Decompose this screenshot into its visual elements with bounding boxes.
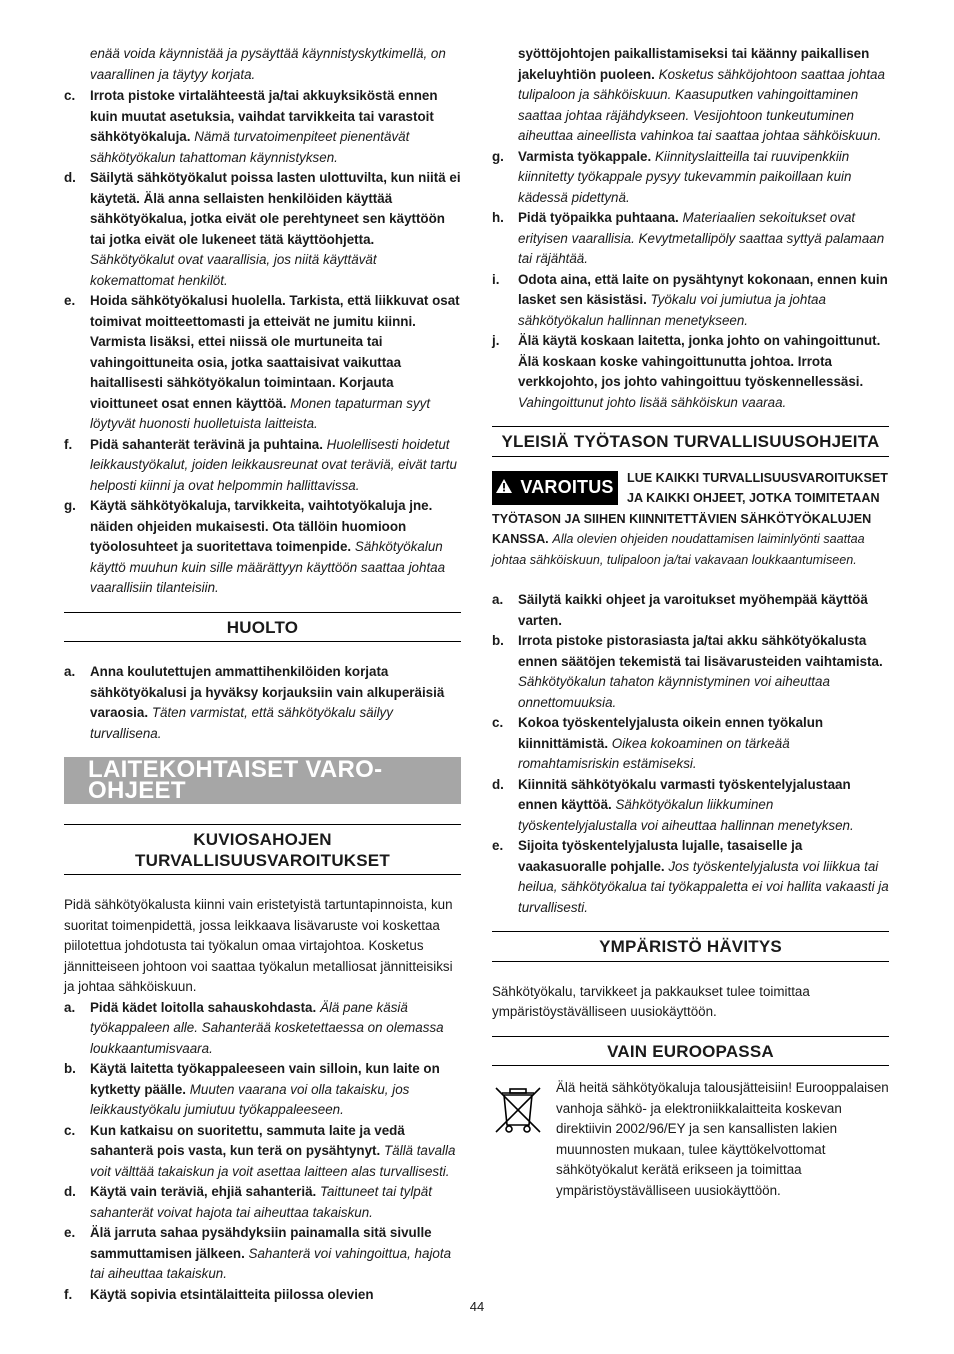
europe-block <box>492 1078 889 1201</box>
saw-intro: Pidä sähkötyökalusta kiinni vain eristetyistä tartuntapinnoista, kun suoritat toimenpidettä, jossa leikkaava lisävaruste voi koskettaa piilotettua johdotusta tai työkalun omaa virtajohtoa. Kosketus jännitteiseen johtoon voi saattaa työkalun metalliosat jännitteisiksi ja johtaa sähköiskuun. <box>64 897 453 994</box>
warning-italic-text: Alla olevien ohjeiden noudattamisen laiminlyönti saattaa johtaa sähköiskuun, tulipaloon ja/tai vakavaan loukkaantumiseen. <box>492 532 865 567</box>
environment-heading: YMPÄRISTÖ HÄVITYS <box>492 931 889 962</box>
europe-heading: VAIN EUROOPASSA <box>492 1036 889 1067</box>
workbench-item-e: e. Sijoita työskentelyjalusta lujalle, tasaiselle ja vaakasuoralle pohjalle. Jos työskentelyjalusta voi liikkua tai heilua, sähkötyökalua tai työkappaletta ei voi hallita vakaasti ja turvallisesti. <box>492 838 889 915</box>
list-item-d: d. Säilytä sähkötyökalut poissa lasten ulottuvilta, kun niitä ei käytetä. Älä anna sellaisten henkilöiden käyttää sähkötyökalua, jotka eivät ole perehtyneet sen käyttöön tai jotka eivät ole lukeneet tätä käyttöohjetta. Sähkötyökalut ovat vaarallisia, jos niitä käyttävät kokemattomat henkilöt. <box>64 170 461 288</box>
continued-italic: enää voida käynnistää ja pysäyttää käynnistyskytkimellä, on vaarallinen ja täytyy korjata. <box>90 46 446 82</box>
saw-item-d: d. Käytä vain teräviä, ehjiä sahanteriä. Taittuneet tai tylpät sahanterät voivat hajota tai aiheuttaa takaiskun. <box>64 1184 432 1220</box>
europe-text: Älä heitä sähkötyökaluja talousjätteisiin! Eurooppalaisen vanhoja sähkö- ja elektroniikkalaitteita koskevan direktiivin 2002/96/EY ja sen kansallisten lakien muunnosten mukaan, tulee käyttökelvottomat sähkötyökalut kerätä erikseen ja toimittaa ympäristöystävälliseen uusiokäyttöön. <box>556 1080 889 1198</box>
right-column <box>492 44 889 1201</box>
warning-badge-label: VAROITUS <box>520 477 614 498</box>
warning-block <box>492 468 889 571</box>
workbench-heading: YLEISIÄ TYÖTASON TURVALLISUUSOHJEITA <box>492 426 889 457</box>
huolto-heading: HUOLTO <box>64 612 461 643</box>
continued-paragraph <box>64 44 461 85</box>
saw-item-b: b. Käytä laitetta työkappaleeseen vain silloin, kun laite on kytketty päälle. Muuten vaarana voi olla takaisku, jos leikkaustyökalu jumiutuu työkappaleeseen. <box>64 1061 440 1117</box>
workbench-item-c: c. Kokoa työskentelyjalusta oikein ennen työkalun kiinnittämistä. Oikea kokoaminen on tärkeää romahtamisriskin estämiseksi. <box>492 715 824 771</box>
workbench-item-a: a. Säilytä kaikki ohjeet ja varoitukset myöhempää käyttöä varten. <box>492 592 868 628</box>
list-item-h: h. Pidä työpaikka puhtaana. Materiaalien sekoitukset ovat erityisen vaarallisia. Kevytmetallipöly saattaa syttyä palamaan tai räjähtää. <box>492 210 885 266</box>
continued-item-f: syöttöjohtojen paikallistamiseksi tai käänny paikallisen jakeluyhtiön puoleen. Kosketus sähköjohtoon saattaa johtaa tulipaloon ja sähköiskuun. Kaasuputken vahingoittaminen saattaa johtaa räjähdykseen. Vesijohtoon tunkeutuminen aiheuttaa aineellista vahinkoa tai saattaa johtaa sähköiskuun. <box>518 46 885 143</box>
saw-safety-heading: KUVIOSAHOJEN TURVALLISUUSVAROITUKSET <box>64 824 461 875</box>
warning-badge <box>492 471 618 505</box>
list-item-e: e. Hoida sähkötyökalusi huolella. Tarkista, että liikkuvat osat toimivat moitteettomasti ja etteivät ne jumitu kiinni. Varmista lisäksi, ettei niissä ole murtuneita tai vahingoittuneita osia, jotka saattaisivat vaikuttaa haitallisesti sähkötyökalun toimintaan. Korjauta vioittuneet osat ennen käyttöä. Monen tapaturman syyt löytyvät huonosti huolletuista laitteista. <box>64 293 460 431</box>
huolto-item-a: a. Anna koulutettujen ammattihenkilöiden korjata sähkötyökalusi ja hyväksy korjauksiin vain alkuperäisiä varaosia. Täten varmistat, että sähkötyökalu säilyy turvallisena. <box>64 664 445 741</box>
device-specific-heading: LAITEKOHTAISET VARO-OHJEET <box>64 757 461 804</box>
saw-item-f: f. Käytä sopivia etsintälaitteita piilossa olevien <box>64 1286 374 1302</box>
environment-text: Sähkötyökalu, tarvikkeet ja pakkaukset tulee toimittaa ympäristöystävälliseen uusiokäyttöön. <box>492 983 810 1019</box>
warning-bold-text: LUE KAIKKI TURVALLISUUSVAROITUKSET JA KAIKKI OHJEET, JOTKA TOIMITETAAN TYÖTASON JA SIIHEN KIINNITETTÄVIEN SÄHKÖTYÖKALUJEN KANSSA. <box>492 470 888 546</box>
list-item-g: g. Varmista työkappale. Kiinnityslaitteilla tai ruuvipenkkiin kiinnitetty työkappale pysyy tukevammin paikoillaan kuin kädessä pidettynä. <box>492 148 852 205</box>
crossed-out-wheelie-bin-icon <box>492 1084 544 1136</box>
list-item-g: g. Käytä sähkötyökaluja, tarvikkeita, vaihtotyökaluja jne. näiden ohjeiden mukaisesti. Ota tällöin huomioon työolosuhteet ja suoritettava toimenpide. Sähkötyökalun käyttö muuhun kuin sille määrättyyn käyttöön saattaa johtaa vaarallisiin tilanteisiin. <box>64 498 446 595</box>
list-item-c: c. Irrota pistoke virtalähteestä ja/tai akkuyksiköstä ennen kuin muutat asetuksia, vaihdat tarvikkeita tai varastoit sähkötyökaluja. Nämä turvatoimenpiteet pienentävät sähkötyökalun tahattoman käynnistyksen. <box>64 88 438 165</box>
list-item-j: j. Älä käytä koskaan laitetta, jonka johto on vahingoittunut. Älä koskaan koske vahingoittunutta johtoa. Irrota verkkojohto, jos johto vahingoittuu työskennellessäsi. Vahingoittunut johto lisää sähköiskun vaaraa. <box>492 333 881 410</box>
saw-item-e: e. Älä jarruta sahaa pysähdyksiin painamalla sitä sivulle sammuttamisen jälkeen. Sahanterä voi vahingoittua, hajota tai aiheuttaa takaiskun. <box>64 1225 452 1281</box>
saw-item-a: a. Pidä kädet loitolla sahauskohdasta. Älä pane käsiä työkappaleen alle. Sahanterää kosketettaessa on olemassa loukkaantumisvaara. <box>64 999 444 1056</box>
workbench-item-b: b. Irrota pistoke pistorasiasta ja/tai akku sähkötyökalusta ennen säätöjen tekemistä tai lisävarusteiden vaihtamista. Sähkötyökalun tahaton käynnistyminen voi aiheuttaa onnettomuuksia. <box>492 633 883 710</box>
saw-item-c: c. Kun katkaisu on suoritettu, sammuta laite ja vedä sahanterä pois vasta, kun terä on pysähtynyt. Tällä tavalla voit välttää takaiskun ja voit asettaa laitteen alas turvallisesti. <box>64 1122 456 1179</box>
page-number: 44 <box>469 1299 485 1314</box>
list-item-i: i. Odota aina, että laite on pysähtynyt kokonaan, ennen kuin lasket sen käsistäsi. Työkalu voi jumiutua ja johtaa sähkötyökalun hallinnan menetykseen. <box>492 271 888 328</box>
list-item-f: f. Pidä sahanterät terävinä ja puhtaina. Huolellisesti hoidetut leikkaustyökalut, joiden leikkausreunat ovat teräviä, eivät tartu helposti kiinni ja ovat helpommin hallittavissa. <box>64 436 457 493</box>
warning-triangle-icon <box>496 477 512 498</box>
left-column <box>64 44 461 1305</box>
workbench-item-d: d. Kiinnitä sähkötyökalu varmasti työskentelyjalustaan ennen käyttöä. Sähkötyökalun liikkuminen työskentelyjalustalla voi aiheuttaa hallinnan menetyksen. <box>492 776 854 833</box>
